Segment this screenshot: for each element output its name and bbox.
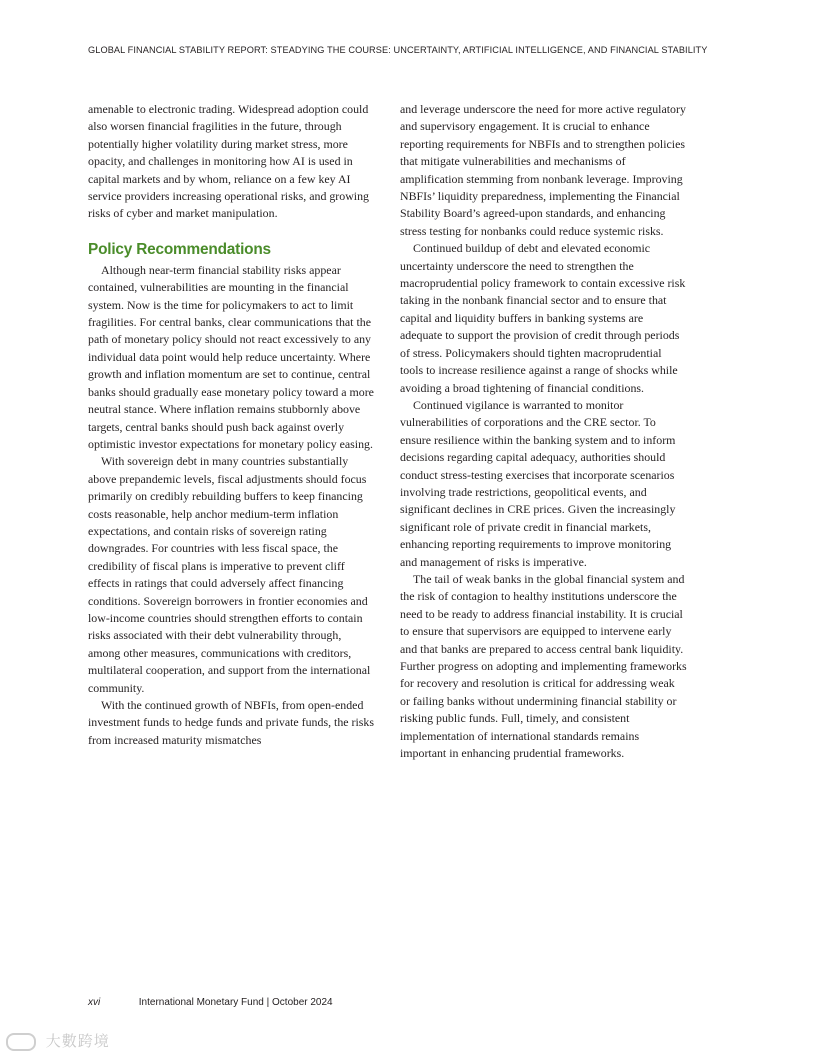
right-column bbox=[400, 101, 687, 762]
paragraph: With sovereign debt in many countries substantially above prepandemic levels, fiscal adjustments should focus primarily on credibly rebuilding buffers to keep financing costs reasonable, help anchor medium-term inflation expectations, and contain risks of sovereign rating downgrades. For countries with less fiscal space, the credibility of fiscal plans is imperative to prevent cliff effects in ratings that could adversely affect financing conditions. Sovereign borrowers in frontier economies and low-income countries should strengthen efforts to contain risks associated with their debt vulnerability through, among other measures, communications with creditors, multilateral cooperation, and support from the international community. bbox=[88, 454, 371, 695]
footer-publisher: International Monetary Fund | October 2024 bbox=[138, 997, 333, 1008]
section-heading: Policy Recommendations bbox=[88, 240, 271, 258]
paragraph: With the continued growth of NBFIs, from open-ended investment funds to hedge funds and private funds, the risks from increased maturity mismatches bbox=[88, 698, 374, 747]
paragraph: Although near-term financial stability risks appear contained, vulnerabilities are mounting in the financial system. Now is the time for policymakers to act to limit fragilities. For central banks, clear communications that the path of monetary policy should not react excessively to any individual data point would help reduce uncertainty. Where growth and inflation momentum are set to continue, central banks should gradually ease monetary policy toward a more neutral stance. Where inflation remains stubbornly above targets, central banks should push back against overly optimistic investor expectations for monetary policy easing. bbox=[88, 262, 374, 451]
left-column bbox=[88, 101, 375, 749]
page-footer bbox=[88, 997, 333, 1008]
paragraph: and leverage underscore the need for more active regulatory and supervisory engagement. It is crucial to enhance reporting requirements for NBFIs and to strengthen policies that mitigate vulnerabilities and mechanisms of amplification stemming from nonbank leverage. Improving NBFIs’ liquidity preparedness, implementing the Financial Stability Board’s agreed-upon standards, and enhancing stress testing for nonbanks could reduce systemic risks. bbox=[400, 102, 686, 238]
watermark-logo-icon bbox=[6, 1033, 36, 1051]
watermark bbox=[6, 1030, 110, 1051]
paragraph: Continued vigilance is warranted to monitor vulnerabilities of corporations and the CRE sector. To ensure resilience within the banking system and to inform decisions regarding capital adequacy, authorities should conduct stress-testing exercises that incorporate scenarios involving trade restrictions, geopolitical events, and significant declines in CRE prices. Given the increasingly significant role of private credit in financial markets, enhancing reporting requirements to improve monitoring and management of risks is imperative. bbox=[400, 397, 676, 569]
paragraph: amenable to electronic trading. Widespread adoption could also worsen financial fragilities in the future, through potentially higher volatility during market stress, more opacity, and challenges in monitoring how AI is used in capital markets and by whom, reliance on a few key AI service providers increasing operational risks, and growing risks of cyber and market manipulation. bbox=[88, 102, 369, 221]
page-number: xvi bbox=[88, 997, 101, 1008]
running-header: GLOBAL FINANCIAL STABILITY REPORT: STEADYING THE COURSE: UNCERTAINTY, ARTIFICIAL INTELLIGENCE, AND FINANCIAL STABILITY bbox=[88, 45, 708, 55]
paragraph: The tail of weak banks in the global financial system and the risk of contagion to healthy institutions underscore the need to be ready to address financial instability. It is crucial to ensure that supervisors are equipped to intervene early and that banks are prepared to access central bank liquidity. Further progress on adopting and implementing frameworks for recovery and resolution is critical for addressing weak or failing banks without undermining financial stability or risking public funds. Full, timely, and consistent implementation of international standards remains important in enhancing prudential frameworks. bbox=[400, 571, 687, 761]
watermark-text: 大數跨境 bbox=[45, 1032, 110, 1050]
paragraph: Continued buildup of debt and elevated economic uncertainty underscore the need to strengthen the macroprudential policy framework to contain excessive risk taking in the nonbank financial sector and to ensure that capital and liquidity buffers in banking systems are adequate to support the provision of credit through periods of stress. Policymakers should tighten macroprudential tools to increase resilience against a range of shocks while avoiding a broad tightening of financial conditions. bbox=[400, 241, 686, 395]
